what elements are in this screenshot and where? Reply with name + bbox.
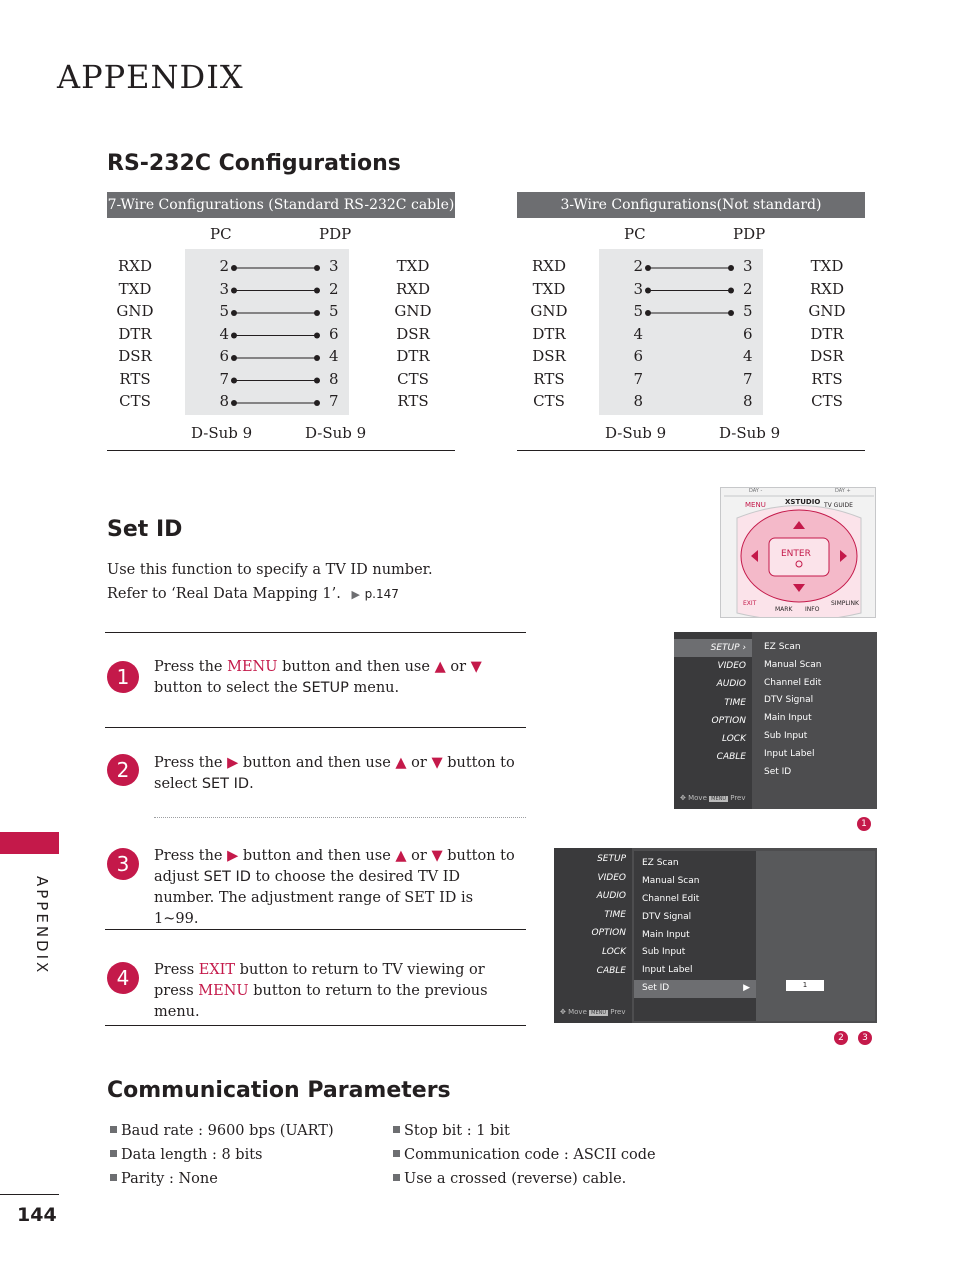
step-4-badge: 4 [107,962,139,994]
remote-menu-button[interactable]: MENU [745,501,766,509]
comm-left-list [110,1123,334,1195]
osd-tab-lock[interactable]: LOCK [601,946,626,957]
osd-tab-cable[interactable]: CABLE [596,965,626,976]
seven-wire-footer-pdp: D-Sub 9 [305,424,367,442]
pin-pdp: 2 [743,279,753,298]
pin-pdp: 4 [743,347,753,365]
page-number: 144 [17,1204,57,1226]
signal-left: CTS [533,392,565,410]
seven-wire-footer-pc: D-Sub 9 [191,424,253,442]
pin-pdp: 4 [329,347,339,365]
step-keyword: ▶ [227,755,239,771]
signal-left: DTR [118,324,152,343]
pin-pdp: 7 [329,392,339,410]
pin-pc: 3 [219,279,229,298]
pin-pc: 8 [219,392,229,410]
step-keyword: ▲ [434,659,446,675]
osd2-value-panel [756,851,875,1021]
osd-tab-time[interactable]: TIME [604,909,626,920]
remote-simplink-button[interactable]: SIMPLINK [831,600,859,607]
comm-param-text: Baud rate : 9600 bps (UART) [121,1123,334,1139]
osd-tab-video[interactable]: VIDEO [717,661,746,672]
comm-param-cable [393,1171,656,1195]
osd1-footer-move: Move [688,794,707,802]
step-text-run: button and then use [238,848,396,864]
osd-tab-video[interactable]: VIDEO [597,872,626,883]
step-rule-top [105,632,526,633]
signal-right: CTS [397,369,429,388]
osd-menu-item[interactable]: Manual Scan [642,875,700,886]
arrow-right-icon: ▶ [743,983,750,994]
side-tab-marker [0,832,59,854]
pin-pc: 7 [633,369,643,388]
signal-left: DTR [532,324,566,343]
step-text-run: button and then use [238,755,396,771]
comm-param-code [393,1147,656,1171]
pin-pdp: 8 [743,392,753,410]
signal-left: GND [116,302,154,320]
page-title: APPENDIX [57,58,244,96]
rs232-heading: RS-232C Configurations [107,151,401,176]
pin-pc: 2 [633,257,643,275]
bullet-icon [110,1150,117,1157]
step-text-run: menu. [348,680,400,696]
signal-right: RTS [397,392,429,410]
step-text-run: or [445,659,471,675]
signal-left: GND [530,302,568,320]
step-1-badge: 1 [107,661,139,693]
osd-tab-setup[interactable]: SETUP [597,854,626,864]
remote-brand-button[interactable]: XSTUDIO [785,498,821,506]
pin-pc: 4 [633,324,643,343]
comm-param-length [110,1147,334,1171]
step-keyword: EXIT [198,962,236,978]
comm-param-text: Communication code : ASCII code [404,1147,656,1163]
signal-right: RXD [396,279,430,298]
three-wire-footer-pc: D-Sub 9 [605,424,667,442]
step-text-run: button to return to the previous menu. [154,983,488,1020]
osd-tab-time[interactable]: TIME [724,697,746,708]
step-keyword: ▶ [227,848,239,864]
bullet-icon [393,1126,400,1133]
menu-key-icon: MENU [591,1010,606,1016]
osd2-step-badge-a: 2 [834,1031,848,1045]
step-keyword: MENU [198,983,249,999]
page-ref-arrow-icon: ▶ [351,588,360,601]
osd-menu-item[interactable]: Channel Edit [642,893,700,904]
remote-info-button[interactable]: INFO [805,606,820,613]
step-keyword: ▼ [431,755,443,771]
osd-tab-audio[interactable]: AUDIO [716,679,746,690]
osd-menu-screenshot-1 [674,632,877,809]
comm-param-text: Data length : 8 bits [121,1147,263,1163]
step-2-badge: 2 [107,754,139,786]
osd-tab-setup[interactable]: SETUP › [674,639,752,657]
comm-param-text: Parity : None [121,1171,218,1187]
three-wire-footer-pdp: D-Sub 9 [719,424,781,442]
step-text-run: or [406,755,432,771]
signal-right: CTS [811,392,843,410]
remote-exit-button[interactable]: EXIT [743,600,757,607]
signal-right: DTR [810,324,844,343]
signal-left: TXD [118,279,152,298]
step-text-run: button and then use [277,659,435,675]
pin-pdp: 5 [329,302,339,320]
pin-pc: 5 [219,302,229,320]
signal-left: DSR [118,347,152,365]
osd-menu-item[interactable]: Main Input [764,713,812,724]
osd-menu-item[interactable]: Sub Input [642,947,686,958]
page-ref-link[interactable]: p.147 [364,587,399,601]
osd-menu-item[interactable]: EZ Scan [642,858,679,868]
osd2-step-badge-b: 3 [858,1031,872,1045]
signal-right: RTS [811,369,843,388]
osd1-footer [680,794,746,802]
bullet-icon [110,1126,117,1133]
pin-pdp: 6 [329,324,339,343]
pin-pdp: 7 [743,369,753,388]
remote-day-plus-label: DAY + [835,488,851,494]
pin-pc: 6 [633,347,643,365]
move-icon: ✥ [560,1008,566,1016]
pin-pdp: 3 [329,257,339,275]
side-section-label: APPENDIX [33,876,51,976]
osd1-footer-prev: Prev [730,794,746,802]
osd1-tab-column [674,632,752,809]
osd-menu-item[interactable]: EZ Scan [764,642,801,652]
pin-pc: 7 [219,369,229,388]
three-wire-bottom-rule [517,450,865,451]
step-2-text [154,753,522,795]
pin-pdp: 5 [743,302,753,320]
step-text-run: Press the [154,659,228,675]
osd2-tab-list [554,850,632,980]
signal-right: GND [808,302,846,320]
osd-menu-item[interactable]: Sub Input [764,730,808,741]
move-icon: ✥ [680,794,686,802]
step-text-run: button to adjust [154,848,515,885]
remote-enter-button[interactable]: ENTER [781,549,811,559]
step-text-run: button to return to TV viewing or press [154,962,485,999]
step-keyword: SETUP [302,680,349,696]
step-dotted-divider [154,817,526,818]
step-1-text [154,657,522,699]
step-text-run: button to select the [154,680,303,696]
setid-intro-text: Refer to ‘Real Data Mapping 1’. [107,586,341,602]
seven-wire-title: 7-Wire Configurations (Standard RS-232C cable) [107,192,455,218]
page-number-rule [0,1194,59,1195]
remote-tv-guide-button[interactable]: TV GUIDE [824,502,853,509]
three-wire-pdp-header: PDP [733,225,766,243]
osd-menu-screenshot-2 [554,848,877,1023]
step-keyword: SET ID [203,869,251,885]
step-text-run: Press the [154,755,228,771]
step-4-text [154,960,522,1023]
three-wire-pc-header: PC [624,225,646,243]
bullet-icon [393,1174,400,1181]
osd2-item-panel [634,851,756,1021]
pin-pc: 3 [633,279,643,298]
osd-menu-item[interactable]: DTV Signal [764,695,814,706]
step-keyword: SET ID [201,776,250,792]
remote-day-minus-label: DAY - [749,488,763,494]
signal-right: TXD [810,257,844,275]
osd1-step-badge: 1 [857,817,871,831]
osd-menu-item[interactable]: Input Label [642,965,693,976]
seven-wire-pdp-header: PDP [319,225,352,243]
osd-menu-item[interactable]: Channel Edit [764,677,822,688]
step-keyword: ▼ [470,659,482,675]
osd1-item-list [756,639,874,781]
step-keyword: ▼ [431,848,443,864]
osd2-footer [560,1008,626,1016]
signal-right: DSR [810,347,844,365]
pin-pdp: 6 [743,324,753,343]
osd1-tab-list [674,639,752,766]
bullet-icon [393,1150,400,1157]
comm-param-text: Stop bit : 1 bit [404,1123,510,1139]
step-rule-3 [105,929,526,930]
step-text-run: . [249,776,254,792]
osd-menu-item[interactable]: Input Label [764,748,815,759]
signal-left: RXD [532,257,566,275]
signal-right: DSR [396,324,430,343]
osd-tab-cable[interactable]: CABLE [716,752,746,763]
osd2-tab-column [554,848,632,1023]
signal-right: TXD [396,257,430,275]
menu-key-icon: MENU [711,796,726,802]
step-text-run: to choose the desired TV ID number. The adjustment range of SET ID is 1~99. [154,869,474,927]
pin-pc: 8 [633,392,643,410]
pin-pc: 6 [219,347,229,365]
signal-right: DTR [396,347,430,365]
step-text-run: Press the [154,848,228,864]
signal-left: RTS [119,369,151,388]
comm-param-parity [110,1171,334,1195]
comm-heading: Communication Parameters [107,1078,451,1103]
set-id-value-box[interactable]: 1 [786,980,824,991]
signal-left: DSR [532,347,566,365]
step-3-text [154,846,522,930]
three-wire-title: 3-Wire Configurations(Not standard) [517,192,865,218]
osd-menu-item[interactable]: Set ID ▶ [634,980,756,998]
osd-menu-item[interactable]: Set ID [764,766,792,777]
step-keyword: ▲ [395,755,407,771]
setid-intro-line2 [107,586,399,602]
osd-tab-audio[interactable]: AUDIO [596,891,626,902]
step-3-badge: 3 [107,848,139,880]
seven-wire-pc-header: PC [210,225,232,243]
comm-param-baud [110,1123,334,1147]
osd-menu-item[interactable]: DTV Signal [642,911,692,922]
remote-mark-button[interactable]: MARK [775,606,793,613]
osd2-footer-move: Move [568,1008,587,1016]
osd-tab-option[interactable]: OPTION [711,715,746,726]
setid-heading: Set ID [107,517,183,542]
comm-param-stop [393,1123,656,1147]
osd-tab-lock[interactable]: LOCK [721,733,746,744]
signal-right: RXD [810,279,844,298]
signal-left: TXD [532,279,566,298]
osd-menu-item[interactable]: Manual Scan [764,659,822,670]
signal-right: GND [394,302,432,320]
pin-pc: 4 [219,324,229,343]
osd-tab-option[interactable]: OPTION [591,928,626,939]
osd-menu-item[interactable]: Main Input [642,929,690,940]
pin-pc: 5 [633,302,643,320]
remote-control-illustration [720,487,876,618]
signal-left: RTS [533,369,565,388]
comm-param-text: Use a crossed (reverse) cable. [404,1171,627,1187]
seven-wire-bottom-rule [107,450,455,451]
osd2-item-list [634,855,756,998]
step-rule-bottom [105,1025,526,1026]
bullet-icon [110,1174,117,1181]
step-rule-1 [105,727,526,728]
pin-pdp: 8 [329,369,339,388]
step-text-run: button to select [154,755,515,792]
signal-left: RXD [118,257,152,275]
step-keyword: MENU [227,659,278,675]
osd2-footer-prev: Prev [610,1008,626,1016]
pin-pc: 2 [219,257,229,275]
comm-right-list [393,1123,656,1195]
step-text-run: or [406,848,432,864]
pin-pdp: 3 [743,257,753,275]
signal-left: CTS [119,392,151,410]
step-text-run: Press [154,962,199,978]
pin-pdp: 2 [329,279,339,298]
step-keyword: ▲ [395,848,407,864]
setid-intro-line1: Use this function to specify a TV ID number. [107,562,433,578]
